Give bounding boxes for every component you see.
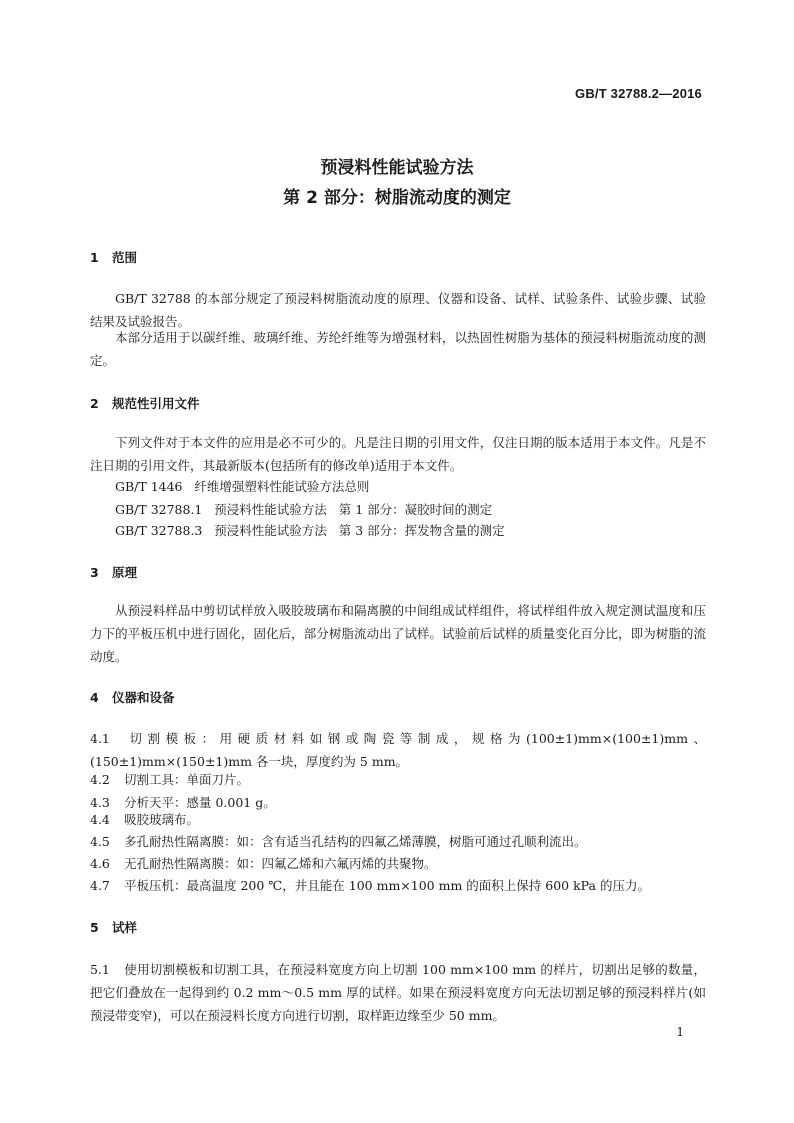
reference-item: GB/T 32788.1 预浸料性能试验方法 第 1 部分：凝胶时间的测定: [115, 502, 493, 517]
clause-number: 4.7: [90, 878, 110, 893]
clause-text: 平板压机：最高温度 200 ℃，并且能在 100 mm×100 mm 的面积上保持 600 kPa 的压力。: [124, 878, 650, 893]
clause-number: 4.4: [90, 812, 110, 827]
document-title: 预浸料性能试验方法: [320, 158, 474, 178]
clause-number: 4.2: [90, 772, 110, 787]
section-number: 2: [90, 396, 99, 411]
paragraph: GB/T 32788 的本部分规定了预浸料树脂流动度的原理、仪器和设备、试样、试验条件、试验步骤、试验结果及试验报告。: [90, 291, 706, 329]
clause-text: 分析天平：感量 0.001 g。: [124, 795, 276, 810]
clause-text: 切割模板：用硬质材料如钢或陶瓷等制成，规格为(100±1)mm×(100±1)mm、(150±1)mm×(150±1)mm 各一块，厚度约为 5 mm。: [90, 731, 706, 769]
section-title: 范围: [112, 250, 138, 265]
paragraph: 下列文件对于本文件的应用是必不可少的。凡是注日期的引用文件，仅注日期的版本适用于本文件。凡是不注日期的引用文件，其最新版本(包括所有的修改单)适用于本文件。: [90, 435, 706, 473]
reference-item: GB/T 1446 纤维增强塑料性能试验方法总则: [115, 479, 370, 494]
reference-item: GB/T 32788.3 预浸料性能试验方法 第 3 部分：挥发物含量的测定: [115, 523, 505, 538]
clause-text: 多孔耐热性隔离膜：如：含有适当孔结构的四氟乙烯薄膜，树脂可通过孔顺利流出。: [124, 834, 587, 849]
section-heading-normative-references: [90, 394, 200, 412]
section-number: 5: [90, 920, 99, 935]
standard-number: GB/T 32788.2—2016: [575, 86, 702, 101]
clause-number: 5.1: [90, 962, 110, 977]
clause-item: [90, 958, 706, 1027]
section-number: 3: [90, 565, 99, 580]
document-subtitle: 第 2 部分：树脂流动度的测定: [283, 188, 511, 208]
section-title: 试样: [112, 920, 138, 935]
clause-item: [90, 768, 706, 791]
section-title: 仪器和设备: [112, 690, 175, 705]
section-heading-specimens: [90, 918, 137, 936]
clause-number: 4.1: [90, 731, 110, 746]
paragraph: 本部分适用于以碳纤维、玻璃纤维、芳纶纤维等为增强材料，以热固性树脂为基体的预浸料树脂流动度的测定。: [90, 330, 706, 368]
clause-item: [90, 874, 706, 897]
clause-text: 切割工具：单面刀片。: [124, 772, 250, 787]
paragraph: 从预浸料样品中剪切试样放入吸胶玻璃布和隔离膜的中间组成试样组件，将试样组件放入规定测试温度和压力下的平板压机中进行固化，固化后，部分树脂流动出了试样。试验前后试样的质量变化百分比，即为树脂的流动度。: [90, 603, 706, 664]
section-title: 规范性引用文件: [112, 396, 200, 411]
clause-text: 吸胶玻璃布。: [124, 812, 200, 827]
clause-item: [90, 808, 706, 831]
clause-item: [90, 830, 706, 853]
clause-item: [90, 727, 706, 773]
clause-item: [90, 852, 706, 875]
clause-text: 使用切割模板和切割工具，在预浸料宽度方向上切割 100 mm×100 mm 的样片，切割出足够的数量，把它们叠放在一起得到约 0.2 mm～0.5 mm 厚的试样。如果在预浸料宽度方向无法切割足够的预浸料样片(如预浸带变窄)，可以在预浸料长度方向进行切割，取样距边缘至少 50 mm。: [90, 962, 706, 1023]
section-number: 4: [90, 690, 99, 705]
clause-text: 无孔耐热性隔离膜：如：四氟乙烯和六氟丙烯的共聚物。: [124, 856, 437, 871]
section-heading-scope: [90, 248, 137, 266]
section-heading-principle: [90, 563, 137, 581]
clause-number: 4.3: [90, 795, 110, 810]
clause-number: 4.5: [90, 834, 110, 849]
clause-number: 4.6: [90, 856, 110, 871]
section-number: 1: [90, 250, 99, 265]
page-number: 1: [676, 1025, 684, 1039]
section-title: 原理: [112, 565, 138, 580]
section-heading-apparatus: [90, 688, 175, 706]
